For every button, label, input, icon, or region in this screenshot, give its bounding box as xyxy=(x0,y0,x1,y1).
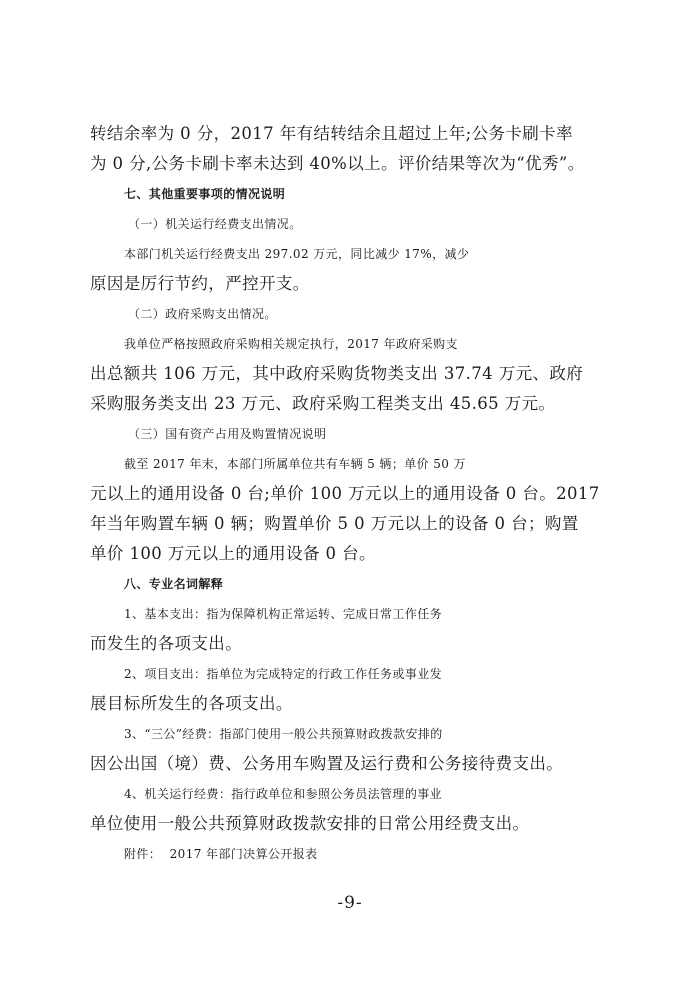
page-number: -9- xyxy=(337,893,363,913)
body-text-line: 本部门机关运行经费支出 297.02 万元，同比减少 17%，减少 xyxy=(124,247,470,261)
definition-three-public-funds: 3、“三公”经费：指部门使用一般公共预算财政拨款安排的 xyxy=(124,727,443,741)
body-text-line: 为 0 分,公务卡刷卡率未达到 40%以上。评价结果等次为“优秀”。 xyxy=(90,154,585,173)
body-text-line: 单价 100 万元以上的通用设备 0 台。 xyxy=(90,544,376,563)
attachment-line: 附件： 2017 年部门决算公开报表 xyxy=(124,847,318,861)
subsection-heading-1: （一）机关运行经费支出情况。 xyxy=(128,217,302,231)
body-text-line: 而发生的各项支出。 xyxy=(90,634,243,653)
body-text-line: 采购服务类支出 23 万元、政府采购工程类支出 45.65 万元。 xyxy=(90,394,556,413)
body-text-line: 截至 2017 年末，本部门所属单位共有车辆 5 辆；单价 50 万 xyxy=(124,457,466,471)
body-text-line: 出总额共 106 万元，其中政府采购货物类支出 37.74 万元、政府 xyxy=(90,364,584,383)
definition-project-expenditure: 2、项目支出：指单位为完成特定的行政工作任务或事业发 xyxy=(124,667,443,681)
subsection-heading-2: （二）政府采购支出情况。 xyxy=(128,307,277,321)
body-text-line: 展目标所发生的各项支出。 xyxy=(90,694,293,713)
body-text-line: 元以上的通用设备 0 台;单价 100 万元以上的通用设备 0 台。2017 xyxy=(90,484,600,503)
section-heading-8: 八、专业名词解释 xyxy=(124,577,224,591)
body-text-line: 年当年购置车辆 0 辆；购置单价 5 0 万元以上的设备 0 台；购置 xyxy=(90,514,579,533)
section-heading-7: 七、其他重要事项的情况说明 xyxy=(124,187,286,201)
body-text-line: 因公出国（境）费、公务用车购置及运行费和公务接待费支出。 xyxy=(90,754,564,773)
body-text-line: 转结余率为 0 分，2017 年有结转结余且超过上年;公务卡刷卡率 xyxy=(90,124,573,143)
body-text-line: 我单位严格按照政府采购相关规定执行，2017 年政府采购支 xyxy=(124,337,458,351)
subsection-heading-3: （三）国有资产占用及购置情况说明 xyxy=(128,427,327,441)
definition-operating-funds: 4、机关运行经费：指行政单位和参照公务员法管理的事业 xyxy=(124,787,443,801)
definition-basic-expenditure: 1、基本支出：指为保障机构正常运转、完成日常工作任务 xyxy=(124,607,443,621)
body-text-line: 单位使用一般公共预算财政拨款安排的日常公用经费支出。 xyxy=(90,814,530,833)
body-text-line: 原因是厉行节约，严控开支。 xyxy=(90,274,310,293)
